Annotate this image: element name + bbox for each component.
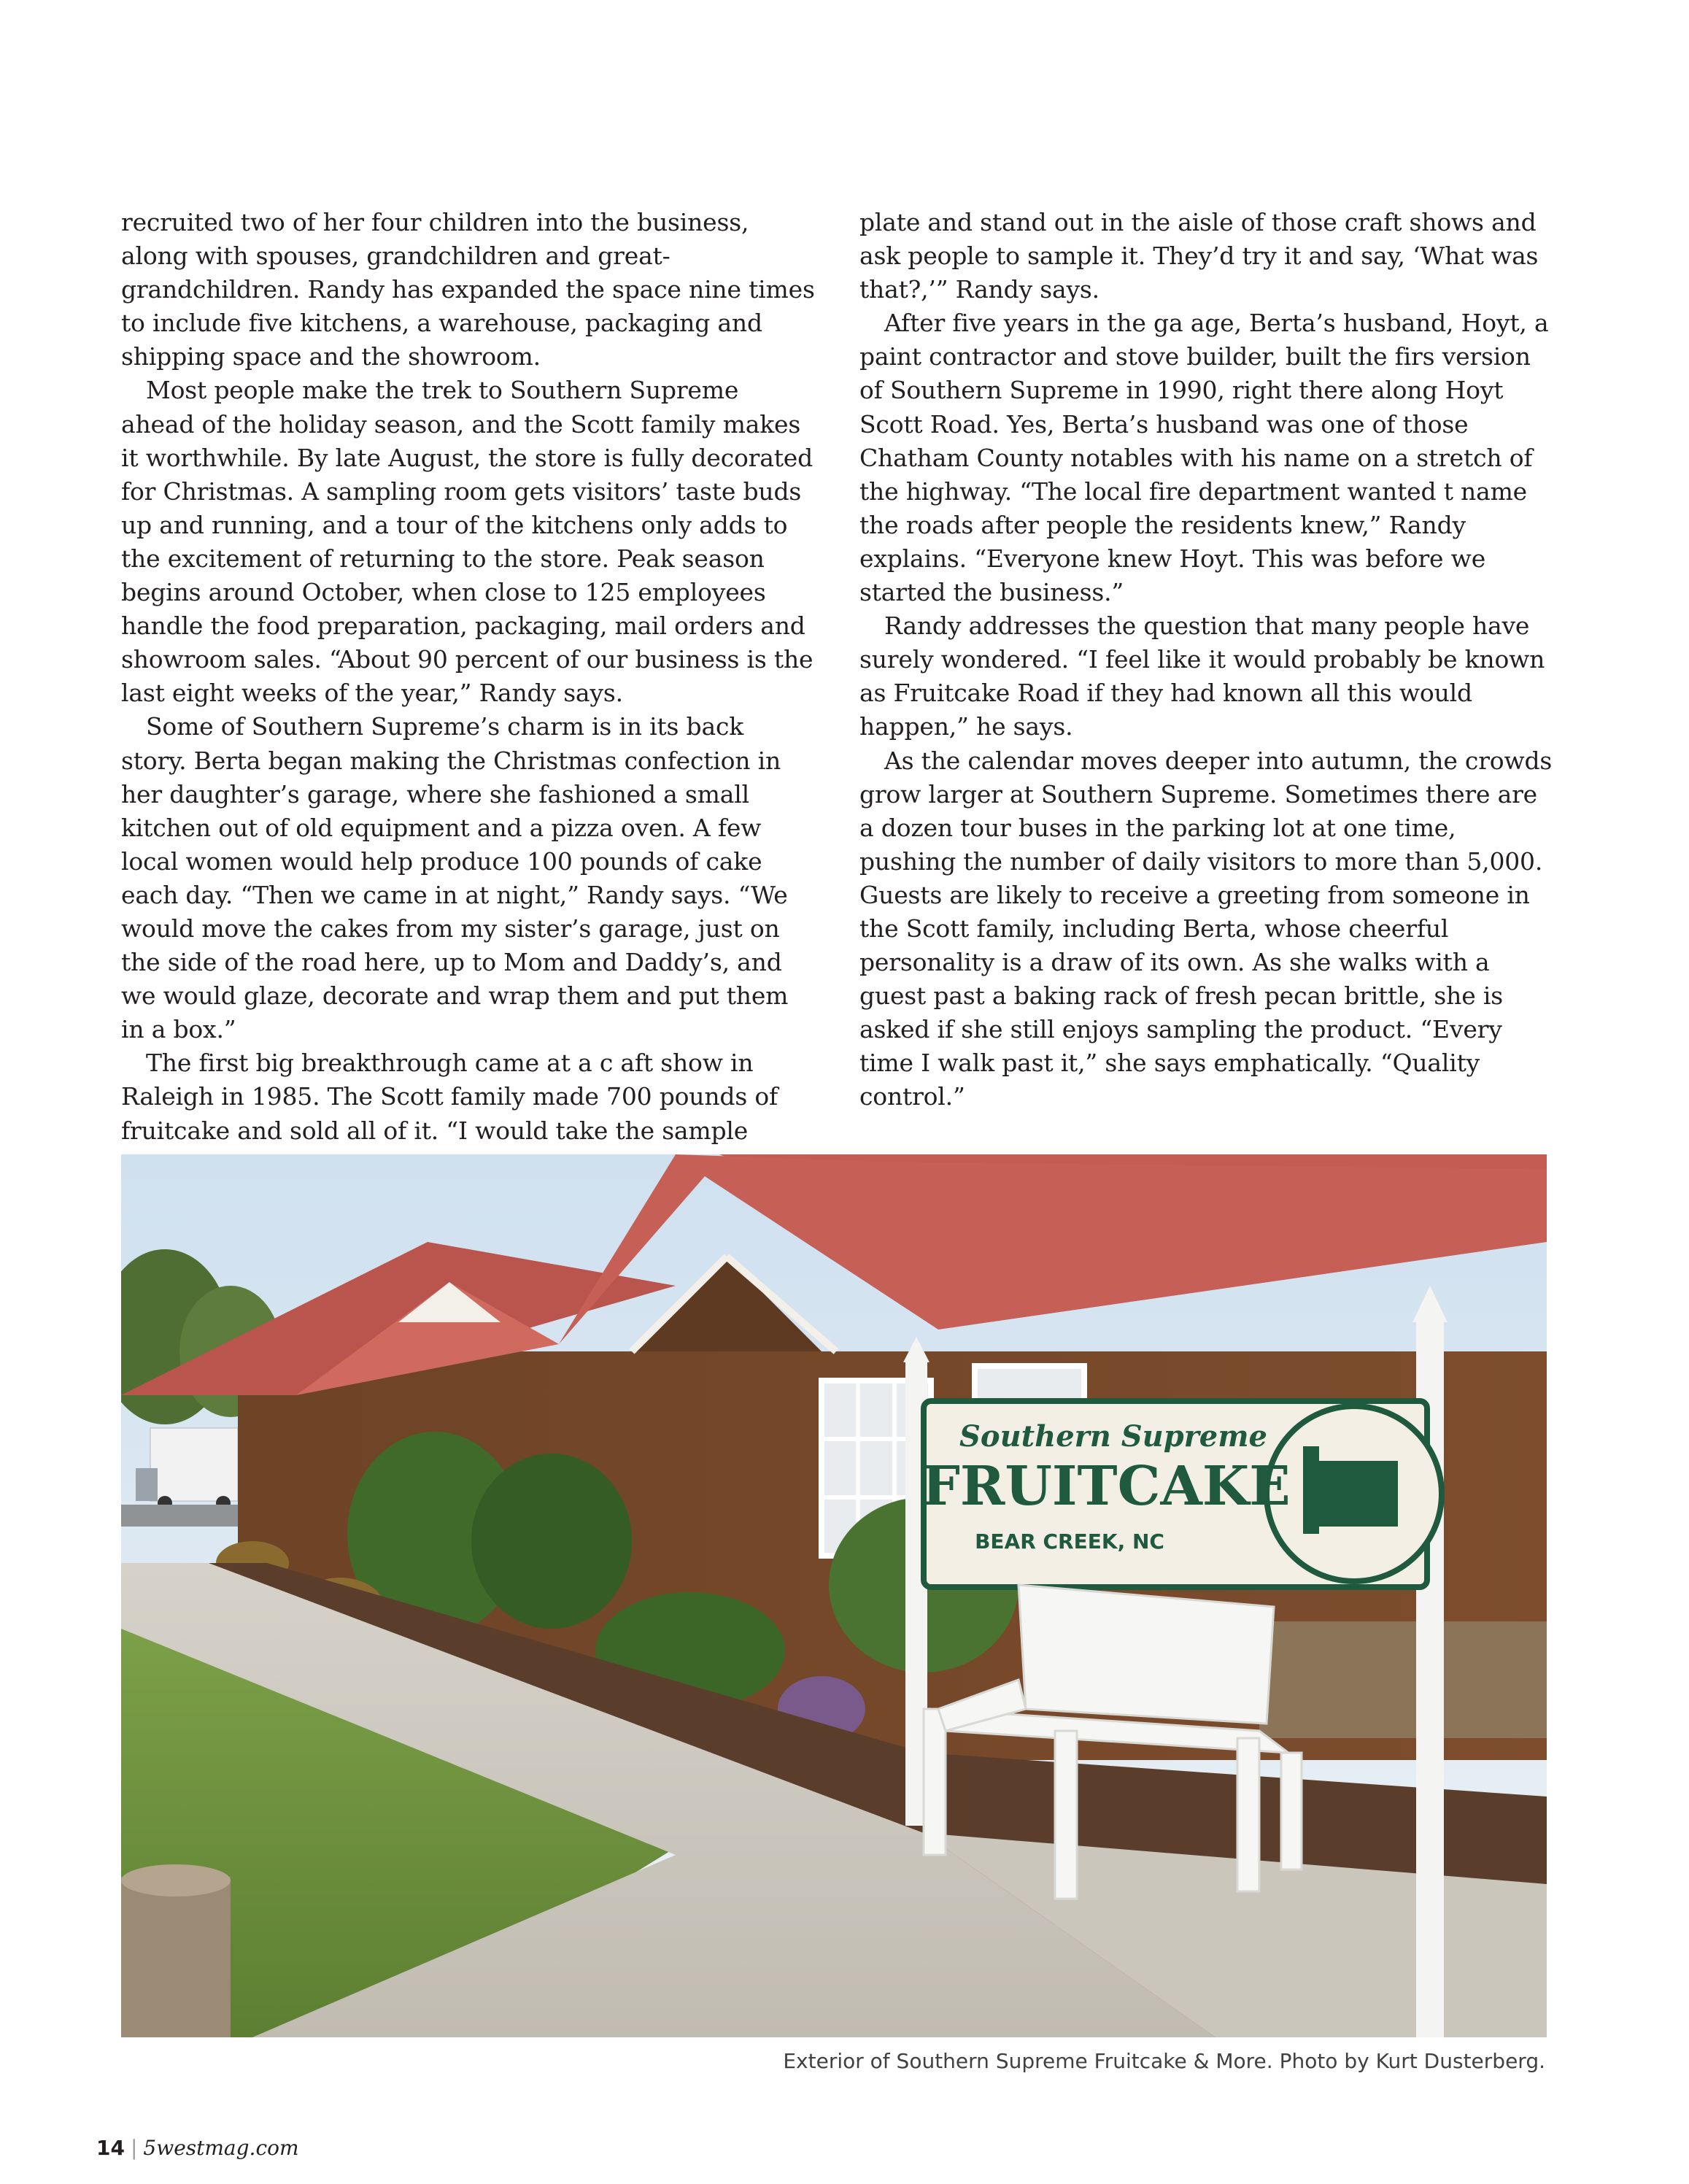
paragraph: After five years in the ga age, Berta’s husband, Hoyt, a paint contractor and stove builder, built the firs version of Southern Supreme in 1990, right there along Hoyt Scott Road. Yes, Berta’s husband was one of those Chatham County notables with his name on a stretch of the highway. “The local fire department wanted t name the roads after people the residents knew,” Randy explains. “Everyone knew Hoyt. This was before we started the business.” <box>859 309 1549 607</box>
page-number: 14 <box>96 2136 125 2160</box>
paragraph: Most people make the trek to Southern Supreme ahead of the holiday season, and the Scott family makes it worthwhile. By late August, the store is fully decorated for Christmas. A sampling room gets visitors’ taste buds up and running, and a tour of the kitchens only adds to the excitement of returning to the store. Peak season begins around October, when close to 125 employees handle the food preparation, packaging, mail orders and showroom sales. “About 90 percent of our business is the last eight weeks of the year,” Randy says. <box>121 376 813 708</box>
photo-caption: Exterior of Southern Supreme Fruitcake & More. Photo by Kurt Dusterberg. <box>783 2049 1545 2073</box>
paragraph: Randy addresses the question that many people have surely wondered. “I feel like it would probably be known as Fruitcake Road if they had known all this would happen,” he says. <box>859 611 1545 741</box>
fruitcake-sign <box>921 1401 1442 1587</box>
paragraph: recruited two of her four children into the business, along with spouses, grandchildren and great-grandchildren. Randy has expanded the space nine times to include five kitchens, a warehouse, packaging and shipping space and the showroom. <box>121 208 815 371</box>
storefront-illustration <box>121 1154 1547 2037</box>
paragraph: As the calendar moves deeper into autumn, the crowds grow larger at Southern Supreme. Sometimes there are a dozen tour buses in the parking lot at one time, pushing the number of daily visitors to more than 5,000. Guests are likely to receive a greeting from someone in the Scott family, including Berta, whose cheerful personality is a draw of its own. As she walks with a guest past a baking rack of fresh pecan brittle, she is asked if she still enjoys sampling the product. “Every time I walk past it,” she says emphatically. “Quality control.” <box>859 746 1553 1111</box>
website-link[interactable]: 5westmag.com <box>143 2136 299 2160</box>
sign-title: FRUITCAKE <box>921 1455 1291 1518</box>
paragraph: The first big breakthrough came at a c aft show in Raleigh in 1985. The Scott family made 700 pounds of fruitcake and sold all of it. “I would take the sample <box>121 1049 778 1145</box>
sign-location: BEAR CREEK, NC <box>975 1529 1164 1554</box>
paragraph: plate and stand out in the aisle of those craft shows and ask people to sample it. They’d try it and say, ‘What was that?,’” Randy says. <box>859 208 1539 304</box>
paragraph: Some of Southern Supreme’s charm is in its back story. Berta began making the Christmas confection in her daughter’s garage, where she fashioned a small kitchen out of old equipment and a pizza oven. A few local women would help produce 100 pounds of cake each day. “Then we came in at night,” Randy says. “We would move the cakes from my sister’s garage, just on the side of the road here, up to Mom and Daddy’s, and we would glaze, decorate and wrap them and put them in a box.” <box>121 712 789 1044</box>
page-footer <box>96 2136 299 2160</box>
article-column-left <box>121 206 816 1148</box>
storefront-photo <box>121 1154 1547 2037</box>
sign-name: Southern Supreme <box>959 1419 1267 1454</box>
box-truck <box>136 1428 238 1510</box>
footer-separator: | <box>130 2136 138 2160</box>
article-column-right <box>859 206 1554 1114</box>
